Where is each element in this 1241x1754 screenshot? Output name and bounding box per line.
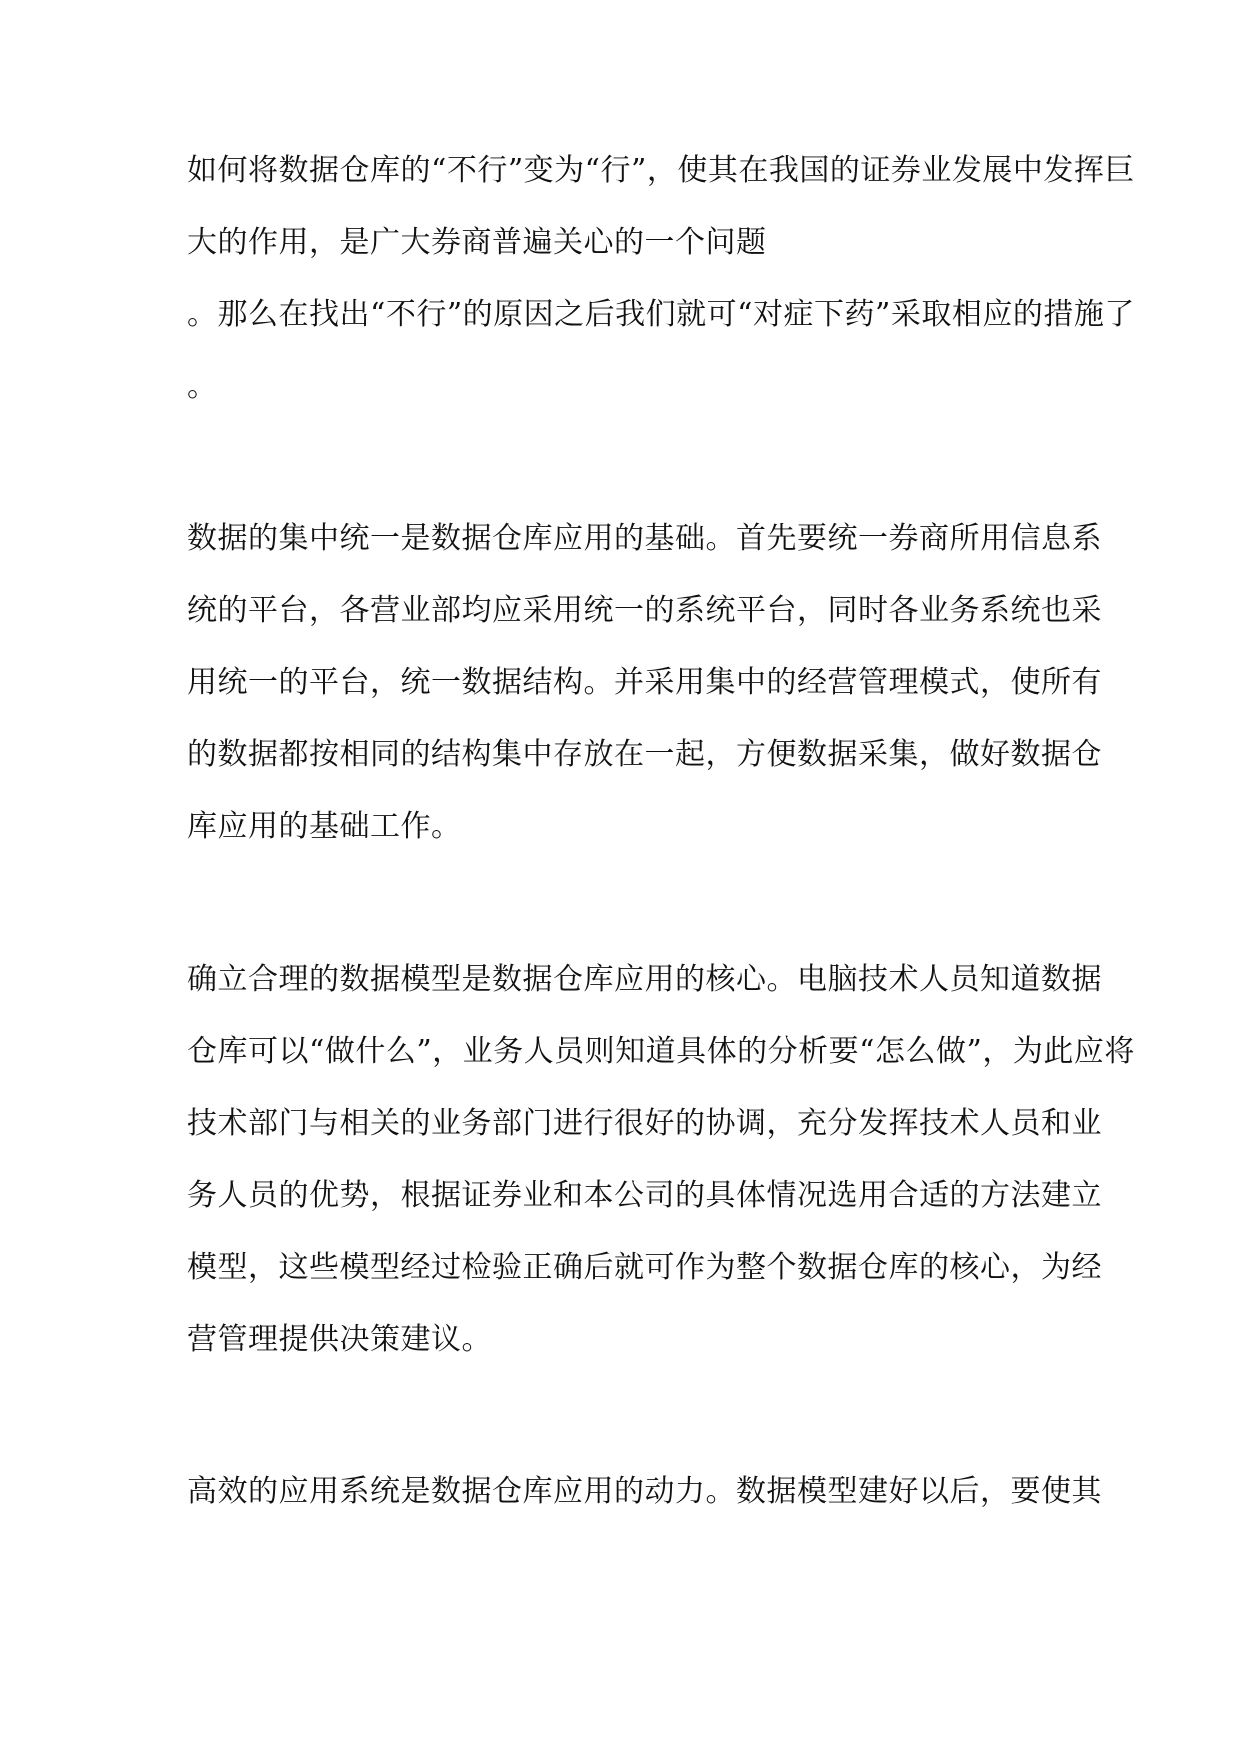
paragraph-3-line-6: 营管理提供决策建议。 — [187, 1322, 492, 1357]
paragraph-4-line-1: 高效的应用系统是数据仓库应用的动力。数据模型建好以后，要使其 — [187, 1474, 1102, 1509]
paragraph-2-line-3: 用统一的平台，统一数据结构。并采用集中的经营管理模式，使所有 — [187, 665, 1102, 700]
paragraph-3-line-2: 仓库可以“做什么”，业务人员则知道具体的分析要“怎么做”，为此应将 — [187, 1034, 1135, 1069]
paragraph-3-line-4: 务人员的优势，根据证券业和本公司的具体情况选用合适的方法建立 — [187, 1178, 1102, 1213]
paragraph-2-line-2: 统的平台，各营业部均应采用统一的系统平台，同时各业务系统也采 — [187, 593, 1102, 628]
paragraph-2-line-5: 库应用的基础工作。 — [187, 809, 462, 844]
paragraph-3-line-3: 技术部门与相关的业务部门进行很好的协调，充分发挥技术人员和业 — [187, 1106, 1102, 1141]
paragraph-1-line-3: 。那么在找出“不行”的原因之后我们就可“对症下药”采取相应的措施了 — [187, 297, 1135, 332]
paragraph-1-line-2: 大的作用，是广大券商普遍关心的一个问题 — [187, 225, 767, 260]
paragraph-3-line-1: 确立合理的数据模型是数据仓库应用的核心。电脑技术人员知道数据 — [187, 962, 1102, 997]
paragraph-2-line-1: 数据的集中统一是数据仓库应用的基础。首先要统一券商所用信息系 — [187, 521, 1102, 556]
paragraph-1-line-4: 。 — [187, 369, 218, 404]
paragraph-3-line-5: 模型，这些模型经过检验正确后就可作为整个数据仓库的核心，为经 — [187, 1250, 1102, 1285]
paragraph-1-line-1: 如何将数据仓库的“不行”变为“行”，使其在我国的证券业发展中发挥巨 — [187, 153, 1135, 188]
paragraph-2-line-4: 的数据都按相同的结构集中存放在一起，方便数据采集，做好数据仓 — [187, 737, 1102, 772]
